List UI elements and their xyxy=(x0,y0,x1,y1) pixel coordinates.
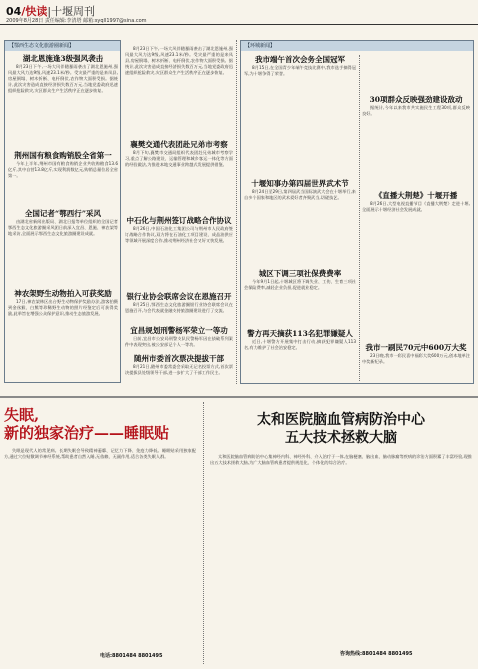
section-divider xyxy=(0,396,478,398)
article xyxy=(8,54,118,134)
article-body: 日前,宜昌市公安局刑警支队民警杨军因在侦破系列案件中表现突出,被公安部记个人一等功。 xyxy=(125,336,233,347)
column-divider xyxy=(236,40,237,384)
article-body: 近日,十堰警方开展集中打击行动,摘获犯罪嫌疑人113名,有力维护了社会治安稳定。 xyxy=(244,339,356,350)
ad-hospital-title-line1: 太和医院脑血管病防治中心 xyxy=(257,412,425,428)
right-box-heading: 【环城新闻】 xyxy=(241,41,473,51)
article-title: 30项群众反映强劲建设敌动 xyxy=(369,95,463,104)
ad-insomnia xyxy=(4,406,200,664)
ad-body-text: 失眠是现代人的常见病。长期失眠会导致精神萎靡、记忆力下降、免疫力降低。睡眠贴采用独家配方,通过穴位贴敷调节神经系统,帮助患者自然入睡,无依赖、无副作用,适合各类失眠人群。 xyxy=(4,448,196,459)
article xyxy=(125,326,233,356)
article-title: 《直播大荆楚》十堰开播 xyxy=(374,191,458,200)
article-title: 湖北恩施逢3级强风袭击 xyxy=(22,54,104,63)
article-title: 神农架野生动物拍入可获奖励 xyxy=(14,289,112,298)
article xyxy=(244,329,356,379)
page-header xyxy=(0,0,478,26)
article xyxy=(244,55,356,135)
article-body: 8月下旬,襄樊市交通局组织代表团赴兄弟城市考察学习,重点了解公路建设、运输管理和城乡客运一体化等方面的经验做法,为推进本地交通事业跨越式发展提供借鉴。 xyxy=(125,150,233,167)
article-body: 8月26日,大型电视直播节目《直播大荆楚》走进十堰,全面展示十堰经济社会发展成就。 xyxy=(362,201,470,212)
article-title: 十堰知事办第四届世界武术节 xyxy=(251,179,349,188)
article xyxy=(125,354,233,384)
article-body: 8月23日下午,一场大风伴随暴雨袭击了湖北恩施州,强风最大风力达9级,风速23.1米/秒。受灾最严重的是来凤县,房屋倒塌、树木折断、电杆倒伏,农作物大面积受损。据统计,此次灾害造成直接经济损失数百万元,当地党委政府迅速组织抢险救灾,灾区群众生产生活秩序正在逐步恢复。 xyxy=(125,46,233,75)
article xyxy=(8,289,118,379)
article-title: 宜昌规划刑警杨军荣立一等功 xyxy=(130,326,228,335)
header-rule xyxy=(0,24,478,25)
mid-intro xyxy=(125,46,233,104)
ad-phone: 电话:8801484 8801495 xyxy=(100,653,163,659)
ad-title-line1: 失眠, xyxy=(4,406,40,424)
article-title: 襄樊交通代表团赴兄弟市考察 xyxy=(130,140,228,149)
column-name: 快读 xyxy=(25,5,48,18)
article-body: 23日晚,我市一彩民喜中福彩大奖600万元,创本地单注中奖新纪录。 xyxy=(362,353,470,364)
article-title: 全国记者“鄂西行”采风 xyxy=(24,209,102,218)
article-body: 17日,神农架林区出台野生动物保护奖励办法,游客拍摄到金丝猴、白熊等珍稀野生动物的照片经鉴定后可获得奖励,此举旨在增强公众保护意识,推动生态旅游发展。 xyxy=(8,299,118,316)
ad-body-text: 太和医院脑血管病防治中心集神经内科、神经外科、介入治疗于一体,在脑梗塞、脑出血、脑动脉瘤等疾病的诊治方面积累了丰富经验,现推出五大技术拯救大脑,为广大脑血管病患者提供规范化、个体化的综合治疗。 xyxy=(210,454,472,465)
article xyxy=(125,216,233,286)
article xyxy=(362,95,470,185)
article-body: 由湖北省新闻出版局、湖北日报等单位组织的全国记者鄂西生态文化旅游圈采风团日前深入宜昌、恩施、神农架等地采访,全面展示鄂西生态文化旅游圈建设成就。 xyxy=(8,219,118,236)
article-body: 今年9月1日起,十堰城区将下调失业、工伤、生育三项社会保险费率,减轻企业负担,促进就业稳定。 xyxy=(244,279,356,290)
article xyxy=(362,191,470,341)
article-body: 8月23日下午,一场大风伴随暴雨袭击了湖北恩施州,强风最大风力达9级,风速23.1米/秒。受灾最严重的是来凤县,房屋倒塌、树木折断、电杆倒伏,农作物大面积受损。据统计,此次灾害造成直接经济损失数百万元,当地党委政府迅速组织抢险救灾,灾区群众生产生活秩序正在逐步恢复。 xyxy=(8,64,118,93)
page-number-column: 04/快读|十堰周刊 xyxy=(6,5,96,18)
column-divider xyxy=(359,55,360,381)
article-body: 8月15日,在全国青少年端午竞技比赛中,我市选手摘得冠军,为十堰争得了荣誉。 xyxy=(244,65,356,76)
article-title: 中石化与荆州签订战略合作协议 xyxy=(126,216,232,225)
ad-body xyxy=(4,448,196,648)
article-title: 我市一刷民70元中600万大奖 xyxy=(365,343,467,352)
article-title: 随州市委首次票决提拔干部 xyxy=(134,354,224,363)
article-title: 荆州国有粮食购销股全省第一 xyxy=(14,151,112,160)
article xyxy=(362,343,470,383)
article xyxy=(125,140,233,226)
article xyxy=(244,269,356,329)
ad-hospital-body xyxy=(210,454,472,642)
article-body: 今年上半年,荆州市国有粮食购销企业共收购粮食13.6亿斤,其中自营13.8亿斤,实现利润数亿元,购销总量位居全省第一。 xyxy=(8,161,118,178)
article-body: 8月26日,中国石油化工集团公司与荆州市人民政府签订战略合作协议,双方将在石油化工项目建设、成品油供应等领域开展深度合作,推动荆州经济社会又好又快发展。 xyxy=(125,226,233,243)
ad-hotline: 咨询热线:8801484 8801495 xyxy=(340,651,413,657)
article-title: 银行业协会联席会议在恩施召开 xyxy=(126,292,232,301)
article xyxy=(125,292,233,324)
column-divider xyxy=(203,402,204,664)
article xyxy=(8,209,118,279)
left-box-heading: 【鄂西生态文化旅游圈新闻】 xyxy=(5,41,120,51)
article-title: 我市端午首次会务全国冠军 xyxy=(255,55,345,64)
article xyxy=(244,179,356,243)
article xyxy=(8,151,118,199)
article-body: 8月21日,随州市委常委会采取无记名投票方式,首次票决提拔县处级领导干部,进一步扩大了干部工作民主。 xyxy=(125,364,233,375)
article-body: 8月25日,鄂西生态文化旅游圈银行业协会联席会议在恩施召开,与会代表就金融支持旅游圈建设进行了交流。 xyxy=(125,302,233,313)
article-body: 8月24日至29日,第四届武当国际演武大会在十堰举行,来自多个国家和地区的武术爱好者齐聚武当,切磋技艺。 xyxy=(244,189,356,200)
left-news-box xyxy=(4,40,121,383)
article-body: 据统计,今年以来我市共实施民生工程30项,群众反映良好。 xyxy=(362,105,470,116)
ad-title-line2: 新的独家治疗——睡眠贴 xyxy=(4,424,170,442)
section-name: 十堰周刊 xyxy=(51,5,96,18)
article-title: 警方再天摘获113名犯罪嫌疑人 xyxy=(247,329,353,338)
page-number: 04 xyxy=(6,5,22,18)
ad-hospital-title-line2: 五大技术拯救大脑 xyxy=(285,430,397,446)
article-title: 城区下调三项社保费费率 xyxy=(258,269,342,278)
header-meta: 2009年8月28日 责任编辑:李清塔 邮箱:syqll1997@sina.com xyxy=(6,18,147,24)
right-news-box xyxy=(240,40,474,384)
